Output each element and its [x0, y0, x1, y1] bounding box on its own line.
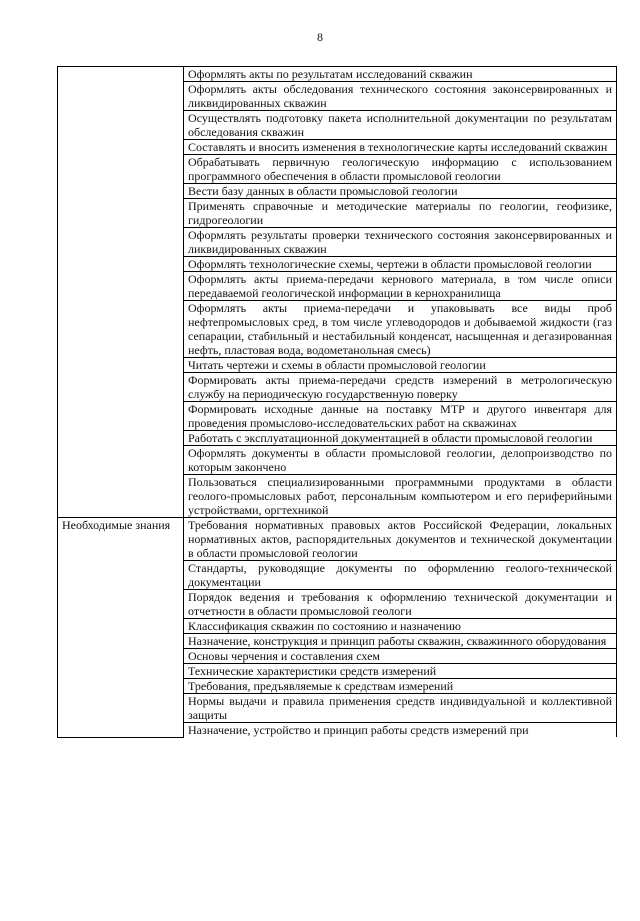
knowledge-item: Назначение, конструкция и принцип работы скважин, скважинного оборудования — [184, 634, 617, 649]
knowledge-item: Требования нормативных правовых актов Российской Федерации, локальных нормативных актов, распорядительных документов и технической документации в области промысловой геологии — [184, 518, 617, 561]
knowledge-item: Нормы выдачи и правила применения средств индивидуальной и коллективной защиты — [184, 694, 617, 723]
section-heading-knowledge: Необходимые знания — [58, 518, 184, 738]
skill-item: Оформлять акты приема-передачи кернового материала, в том числе описи передаваемой геологической информации в кернохранилища — [184, 272, 617, 301]
knowledge-item: Основы черчения и составления схем — [184, 649, 617, 664]
section-heading-blank — [58, 67, 184, 518]
skill-item: Пользоваться специализированными программными продуктами в области геолого-промысловых работ, персональным компьютером и его периферийными устройствами, оргтехникой — [184, 475, 617, 518]
knowledge-item: Назначение, устройство и принцип работы средств измерений при — [184, 723, 617, 738]
knowledge-item: Технические характеристики средств измерений — [184, 664, 617, 679]
knowledge-item: Классификация скважин по состоянию и назначению — [184, 619, 617, 634]
skill-item: Составлять и вносить изменения в технологические карты исследований скважин — [184, 140, 617, 155]
skill-item: Вести базу данных в области промысловой геологии — [184, 184, 617, 199]
skill-item: Работать с эксплуатационной документацией в области промысловой геологии — [184, 431, 617, 446]
knowledge-item: Стандарты, руководящие документы по оформлению геолого-технической документации — [184, 561, 617, 590]
table-row — [58, 518, 617, 561]
skill-item: Применять справочные и методические материалы по геологии, геофизике, гидрогеологии — [184, 199, 617, 228]
skill-item: Читать чертежи и схемы в области промысловой геологии — [184, 358, 617, 373]
requirements-table — [57, 66, 617, 738]
skill-item: Оформлять акты приема-передачи и упаковывать все виды проб нефтепромысловых сред, в том числе углеводородов и добываемой жидкости (газ сепарации, стабильный и нестабильный конденсат, насыщенная и дегазированная нефть, пластовая вода, водометанольная смесь) — [184, 301, 617, 358]
skill-item: Оформлять документы в области промысловой геологии, делопроизводство по которым закончено — [184, 446, 617, 475]
table-row — [58, 67, 617, 82]
skill-item: Оформлять технологические схемы, чертежи в области промысловой геологии — [184, 257, 617, 272]
page-number: 8 — [317, 30, 323, 44]
skill-item: Формировать акты приема-передачи средств измерений в метрологическую службу на периодическую государственную поверку — [184, 373, 617, 402]
skill-item: Оформлять акты по результатам исследований скважин — [184, 67, 617, 82]
skill-item: Оформлять акты обследования технического состояния законсервированных и ликвидированных скважин — [184, 82, 617, 111]
skill-item: Оформлять результаты проверки технического состояния законсервированных и ликвидированных скважин — [184, 228, 617, 257]
knowledge-item: Требования, предъявляемые к средствам измерений — [184, 679, 617, 694]
knowledge-item: Порядок ведения и требования к оформлению технической документации и отчетности в области промысловой геологи — [184, 590, 617, 619]
skill-item: Формировать исходные данные на поставку МТР и другого инвентаря для проведения промыслово-исследовательских работ на скважинах — [184, 402, 617, 431]
skill-item: Осуществлять подготовку пакета исполнительной документации по результатам обследования скважин — [184, 111, 617, 140]
skill-item: Обрабатывать первичную геологическую информацию с использованием программного обеспечения в области промысловой геологии — [184, 155, 617, 184]
